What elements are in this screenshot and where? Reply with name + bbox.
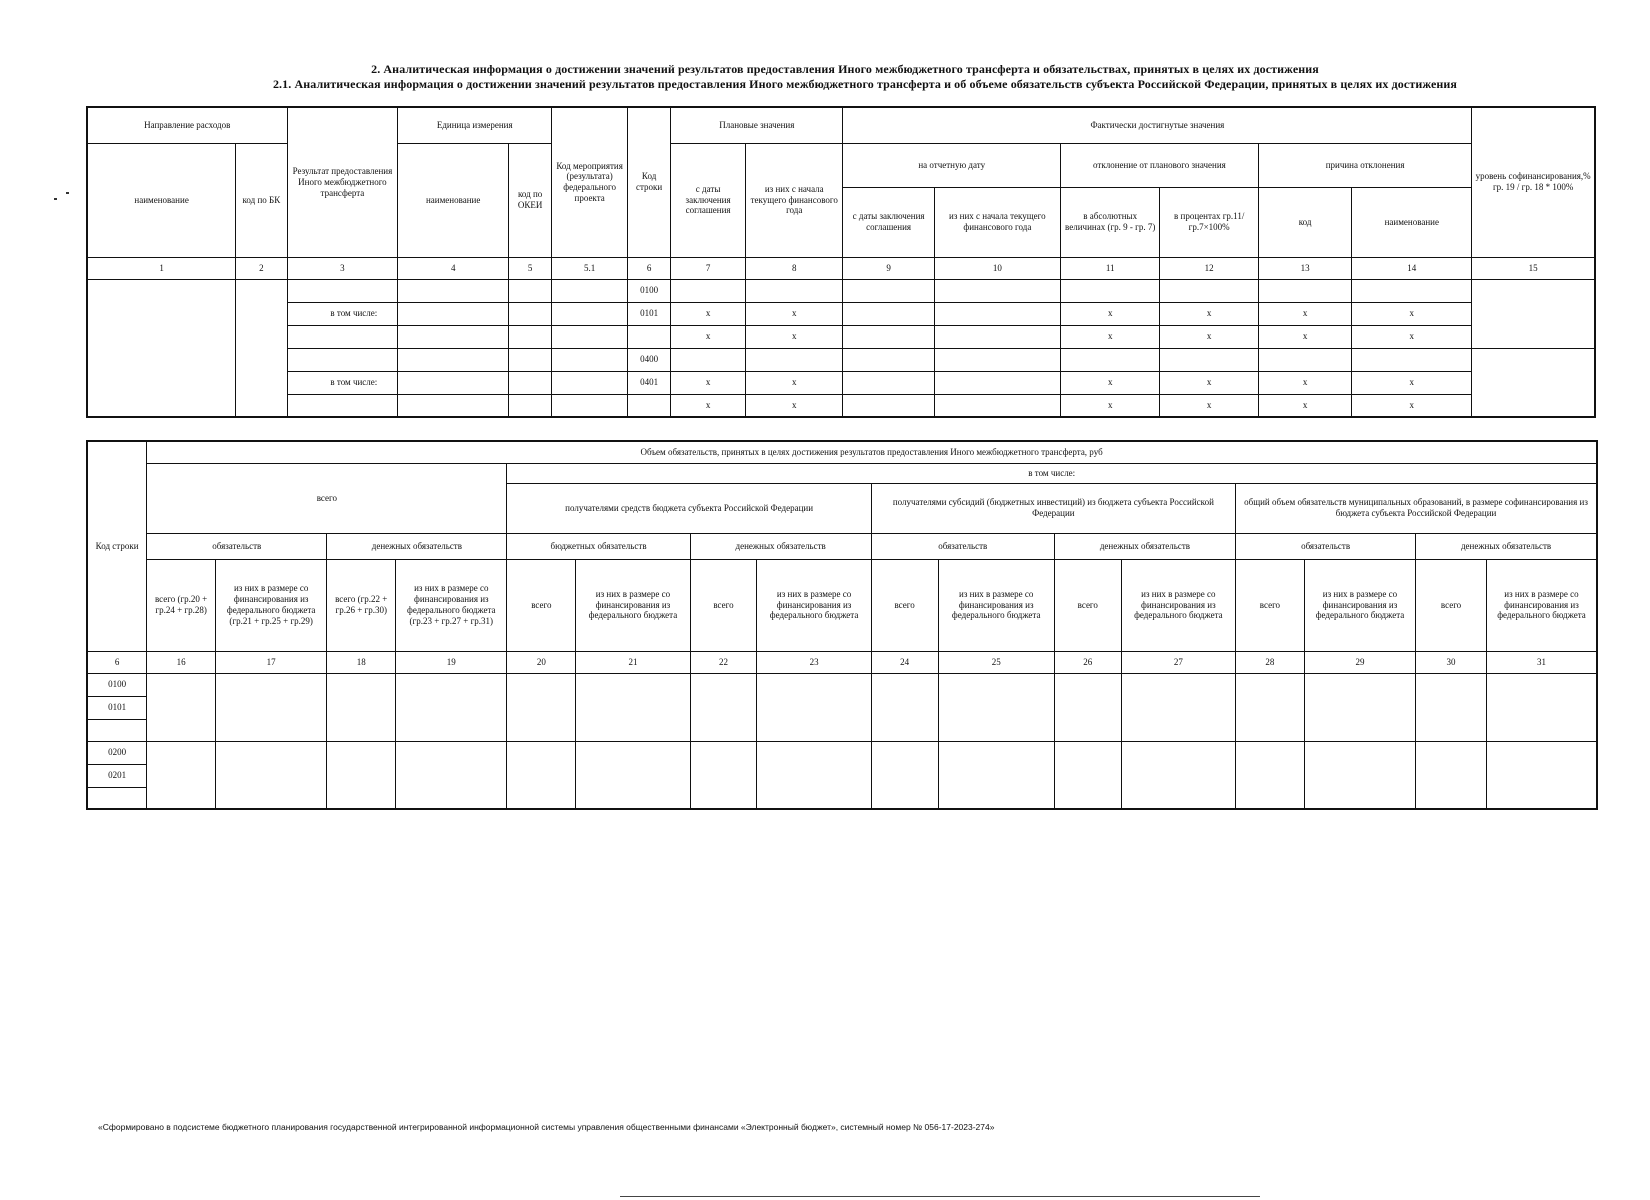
- cell: [1258, 348, 1351, 371]
- x-mark: x: [1160, 371, 1258, 394]
- cell: [671, 279, 746, 302]
- col-num: 20: [507, 651, 576, 673]
- scan-artifact-line: [620, 1196, 1260, 1197]
- x-mark: x: [671, 394, 746, 417]
- cell: [871, 673, 938, 741]
- col-num: 16: [147, 651, 216, 673]
- cell: [87, 719, 147, 741]
- header-vsego-col: всего: [1054, 559, 1121, 651]
- cell: [552, 348, 628, 371]
- col-num: 13: [1258, 257, 1351, 279]
- col-num: 8: [746, 257, 843, 279]
- row-code: 0401: [628, 371, 671, 394]
- cell: [509, 325, 552, 348]
- col-num: 28: [1236, 651, 1305, 673]
- header-prichina: причина отклонения: [1258, 143, 1471, 187]
- header-den: денежных обязательств: [1054, 533, 1235, 559]
- cell: [507, 673, 576, 741]
- header-iznih-col: из них в размере со финансирования из федерального бюджета: [1486, 559, 1597, 651]
- cell: [757, 741, 871, 809]
- col-num: 5.1: [552, 257, 628, 279]
- cell: [509, 302, 552, 325]
- col-num: 17: [216, 651, 327, 673]
- cell: [934, 325, 1060, 348]
- header-napravlenie: Направление расходов: [87, 107, 287, 143]
- col-num: 10: [934, 257, 1060, 279]
- col-num: 24: [871, 651, 938, 673]
- header-c17: из них в размере со финансирования из федерального бюджета (гр.21 + гр.25 + гр.29): [216, 559, 327, 651]
- cell: [1160, 279, 1258, 302]
- cell-kod-bk: [236, 279, 287, 417]
- col-num: 29: [1304, 651, 1415, 673]
- cell: [934, 348, 1060, 371]
- header-otch-data: с даты заключения соглашения: [843, 187, 934, 257]
- cell: [1060, 348, 1160, 371]
- header-c19: из них в размере со финансирования из федерального бюджета (гр.23 + гр.27 + гр.31): [396, 559, 507, 651]
- scan-speck: [54, 198, 57, 200]
- scan-speck: [66, 192, 69, 194]
- col-num: 6: [628, 257, 671, 279]
- x-mark: x: [746, 302, 843, 325]
- header-kod-meropriyatiya: Код мероприятия (результата) федерального проекта: [552, 107, 628, 257]
- table-row: [87, 348, 1595, 371]
- column-numbers-row: [87, 651, 1597, 673]
- x-mark: x: [1352, 325, 1472, 348]
- header-fakt: Фактически достигнутые значения: [843, 107, 1472, 143]
- header-budg-obyaz: бюджетных обязательств: [507, 533, 690, 559]
- cell: [1352, 348, 1472, 371]
- cell: [690, 741, 757, 809]
- header-otch-nach: из них с начала текущего финансового года: [934, 187, 1060, 257]
- header-otch: на отчетную дату: [843, 143, 1060, 187]
- cell: [396, 741, 507, 809]
- cell: [147, 673, 216, 741]
- cell: [1304, 673, 1415, 741]
- cell: [843, 371, 934, 394]
- header-iznih-col: из них в размере со финансирования из федерального бюджета: [938, 559, 1054, 651]
- cell: [1160, 348, 1258, 371]
- x-mark: x: [1060, 302, 1160, 325]
- cell: [287, 348, 398, 371]
- x-mark: x: [1160, 394, 1258, 417]
- header-plan-data: с даты заключения соглашения: [671, 143, 746, 257]
- cell: [216, 741, 327, 809]
- table-row: [87, 394, 1595, 417]
- row-code: 0101: [87, 696, 147, 719]
- cell: [576, 741, 690, 809]
- header-kod-stroki: Код строки: [87, 441, 147, 651]
- x-mark: x: [1160, 325, 1258, 348]
- header-den: денежных обязательств: [1416, 533, 1597, 559]
- col-num: 19: [396, 651, 507, 673]
- col-num: 7: [671, 257, 746, 279]
- cell: [552, 325, 628, 348]
- x-mark: x: [1060, 325, 1160, 348]
- cell: [287, 394, 398, 417]
- x-mark: x: [671, 302, 746, 325]
- cell: [628, 394, 671, 417]
- cell: [552, 371, 628, 394]
- x-mark: x: [1160, 302, 1258, 325]
- x-mark: x: [746, 371, 843, 394]
- cell: [507, 741, 576, 809]
- cell: [1416, 741, 1487, 809]
- col-num: 4: [398, 257, 509, 279]
- col-num: 27: [1121, 651, 1235, 673]
- cell: [552, 279, 628, 302]
- x-mark: x: [1060, 394, 1160, 417]
- footer-note: «Сформировано в подсистеме бюджетного планирования государственной интегрированной информационной системы управления общественными финансами «Электронный бюджет», системный номер № 056-17-2023-274»: [98, 1122, 995, 1132]
- header-poluch-budg: получателями средств бюджета субъекта Российской Федерации: [507, 483, 871, 533]
- cell: [843, 348, 934, 371]
- cell: [509, 348, 552, 371]
- header-c16: всего (гр.20 + гр.24 + гр.28): [147, 559, 216, 651]
- cell: [934, 394, 1060, 417]
- cell-naimenovanie: [87, 279, 236, 417]
- header-den: денежных обязательств: [327, 533, 507, 559]
- row-code: 0100: [87, 673, 147, 696]
- cell: [509, 371, 552, 394]
- table-row: [87, 325, 1595, 348]
- cell: [746, 348, 843, 371]
- header-kod-stroki: Код строки: [628, 107, 671, 257]
- header-obyaz: обязательств: [871, 533, 1054, 559]
- col-num: 31: [1486, 651, 1597, 673]
- header-edizm: Единица измерения: [398, 107, 552, 143]
- x-mark: x: [1258, 371, 1351, 394]
- cell: [1486, 673, 1597, 741]
- cell: [509, 394, 552, 417]
- cell: [1236, 673, 1305, 741]
- obligations-table: [86, 440, 1598, 810]
- table-row: [87, 302, 1595, 325]
- header-obyaz: обязательств: [1236, 533, 1416, 559]
- header-iznih-col: из них в размере со финансирования из федерального бюджета: [1121, 559, 1235, 651]
- cell: [327, 673, 396, 741]
- header-uroven: уровень софинансирования,% гр. 19 / гр. 18 * 100%: [1472, 107, 1595, 257]
- cell: [1236, 741, 1305, 809]
- cell: [552, 394, 628, 417]
- col-num: 23: [757, 651, 871, 673]
- cell: [843, 325, 934, 348]
- cell: [934, 279, 1060, 302]
- row-code: 0100: [628, 279, 671, 302]
- cell: [398, 325, 509, 348]
- cell: [216, 673, 327, 741]
- cell: [1352, 279, 1472, 302]
- header-iznih-col: из них в размере со финансирования из федерального бюджета: [757, 559, 871, 651]
- cell: [1054, 673, 1121, 741]
- x-mark: x: [1352, 371, 1472, 394]
- cell: [843, 302, 934, 325]
- header-result: Результат предоставления Иного межбюджетного трансферта: [287, 107, 398, 257]
- header-vsego-col: всего: [690, 559, 757, 651]
- col-num: 25: [938, 651, 1054, 673]
- cell: [843, 394, 934, 417]
- row-code: 0201: [87, 764, 147, 787]
- cell-uroven: [1472, 348, 1595, 417]
- cell: [398, 394, 509, 417]
- row-code: 0200: [87, 741, 147, 764]
- table-row: [87, 279, 1595, 302]
- cell-uroven: [1472, 279, 1595, 348]
- cell: [1258, 279, 1351, 302]
- subsection-title: 2.1. Аналитическая информация о достижении значений результатов предоставления Иного межбюджетного трансферта и об объеме обязательств субъекта Российской Федерации, принятых в целях их достижения: [272, 77, 1458, 91]
- header-prichina-naim: наименование: [1352, 187, 1472, 257]
- header-den: денежных обязательств: [690, 533, 871, 559]
- x-mark: x: [1258, 394, 1351, 417]
- cell: [1054, 741, 1121, 809]
- cell: [938, 741, 1054, 809]
- header-plan-nach: из них с начала текущего финансового года: [746, 143, 843, 257]
- cell: [398, 279, 509, 302]
- header-prichina-kod: код: [1258, 187, 1351, 257]
- cell: [147, 741, 216, 809]
- cell: [934, 302, 1060, 325]
- v-tom-chisle-label: в том числе:: [287, 302, 398, 325]
- cell: [1121, 673, 1235, 741]
- col-num: 2: [236, 257, 287, 279]
- header-vsego-col: всего: [507, 559, 576, 651]
- header-c18: всего (гр.22 + гр.26 + гр.30): [327, 559, 396, 651]
- cell: [746, 279, 843, 302]
- header-kod-bk: код по БК: [236, 143, 287, 257]
- table-row: [87, 371, 1595, 394]
- col-num: 22: [690, 651, 757, 673]
- col-num: 18: [327, 651, 396, 673]
- col-num: 14: [1352, 257, 1472, 279]
- cell: [1486, 741, 1597, 809]
- cell: [396, 673, 507, 741]
- header-obshiy: общий объем обязательств муниципальных образований, в размере софинансирования из бюджета субъекта Российской Федерации: [1236, 483, 1597, 533]
- header-vsego-col: всего: [1236, 559, 1305, 651]
- header-poluch-subs: получателями субсидий (бюджетных инвестиций) из бюджета субъекта Российской Федерации: [871, 483, 1235, 533]
- cell: [871, 741, 938, 809]
- col-num: 12: [1160, 257, 1258, 279]
- results-table: [86, 106, 1596, 418]
- header-plan: Плановые значения: [671, 107, 843, 143]
- x-mark: x: [746, 325, 843, 348]
- col-num: 1: [87, 257, 236, 279]
- v-tom-chisle-label: в том числе:: [287, 371, 398, 394]
- header-edizm-naim: наименование: [398, 143, 509, 257]
- cell: [552, 302, 628, 325]
- x-mark: x: [746, 394, 843, 417]
- cell: [671, 348, 746, 371]
- cell: [398, 371, 509, 394]
- column-numbers-row: [87, 257, 1595, 279]
- col-num: 5: [509, 257, 552, 279]
- x-mark: x: [1352, 302, 1472, 325]
- col-num: 11: [1060, 257, 1160, 279]
- x-mark: x: [1060, 371, 1160, 394]
- table-row: [87, 741, 1597, 764]
- cell: [690, 673, 757, 741]
- header-obyem: Объем обязательств, принятых в целях достижения результатов предоставления Иного межбюджетного трансферта, руб: [147, 441, 1597, 463]
- header-obyaz: обязательств: [147, 533, 327, 559]
- row-code: 0101: [628, 302, 671, 325]
- cell: [287, 279, 398, 302]
- cell: [757, 673, 871, 741]
- cell: [1121, 741, 1235, 809]
- row-code: 0400: [628, 348, 671, 371]
- header-otkl-abs: в абсолютных величинах (гр. 9 - гр. 7): [1060, 187, 1160, 257]
- cell: [934, 371, 1060, 394]
- header-vsego: всего: [147, 463, 507, 533]
- table-row: [87, 673, 1597, 696]
- cell: [87, 787, 147, 809]
- cell: [628, 325, 671, 348]
- header-vsego-col: всего: [1416, 559, 1487, 651]
- col-num: 26: [1054, 651, 1121, 673]
- header-iznih-col: из них в размере со финансирования из федерального бюджета: [1304, 559, 1415, 651]
- cell: [287, 325, 398, 348]
- col-num: 21: [576, 651, 690, 673]
- header-v-tom-chisle: в том числе:: [507, 463, 1597, 483]
- col-num: 3: [287, 257, 398, 279]
- cell: [1304, 741, 1415, 809]
- header-vsego-col: всего: [871, 559, 938, 651]
- x-mark: x: [1352, 394, 1472, 417]
- col-num: 30: [1416, 651, 1487, 673]
- cell: [938, 673, 1054, 741]
- x-mark: x: [1258, 325, 1351, 348]
- header-naimenovanie: наименование: [87, 143, 236, 257]
- col-num: 15: [1472, 257, 1595, 279]
- x-mark: x: [671, 325, 746, 348]
- header-otkl-pct: в процентах гр.11/гр.7×100%: [1160, 187, 1258, 257]
- cell: [398, 348, 509, 371]
- col-num: 6: [87, 651, 147, 673]
- section-title: 2. Аналитическая информация о достижении значений результатов предоставления Иного межбюджетного трансферта и обязательствах, принятых в целях их достижения: [371, 62, 1319, 76]
- cell: [576, 673, 690, 741]
- header-iznih-col: из них в размере со финансирования из федерального бюджета: [576, 559, 690, 651]
- cell: [843, 279, 934, 302]
- header-otkl: отклонение от планового значения: [1060, 143, 1258, 187]
- cell: [1416, 673, 1487, 741]
- cell: [509, 279, 552, 302]
- col-num: 9: [843, 257, 934, 279]
- cell: [1060, 279, 1160, 302]
- x-mark: x: [1258, 302, 1351, 325]
- x-mark: x: [671, 371, 746, 394]
- cell: [327, 741, 396, 809]
- header-okei: код по ОКЕИ: [509, 143, 552, 257]
- cell: [398, 302, 509, 325]
